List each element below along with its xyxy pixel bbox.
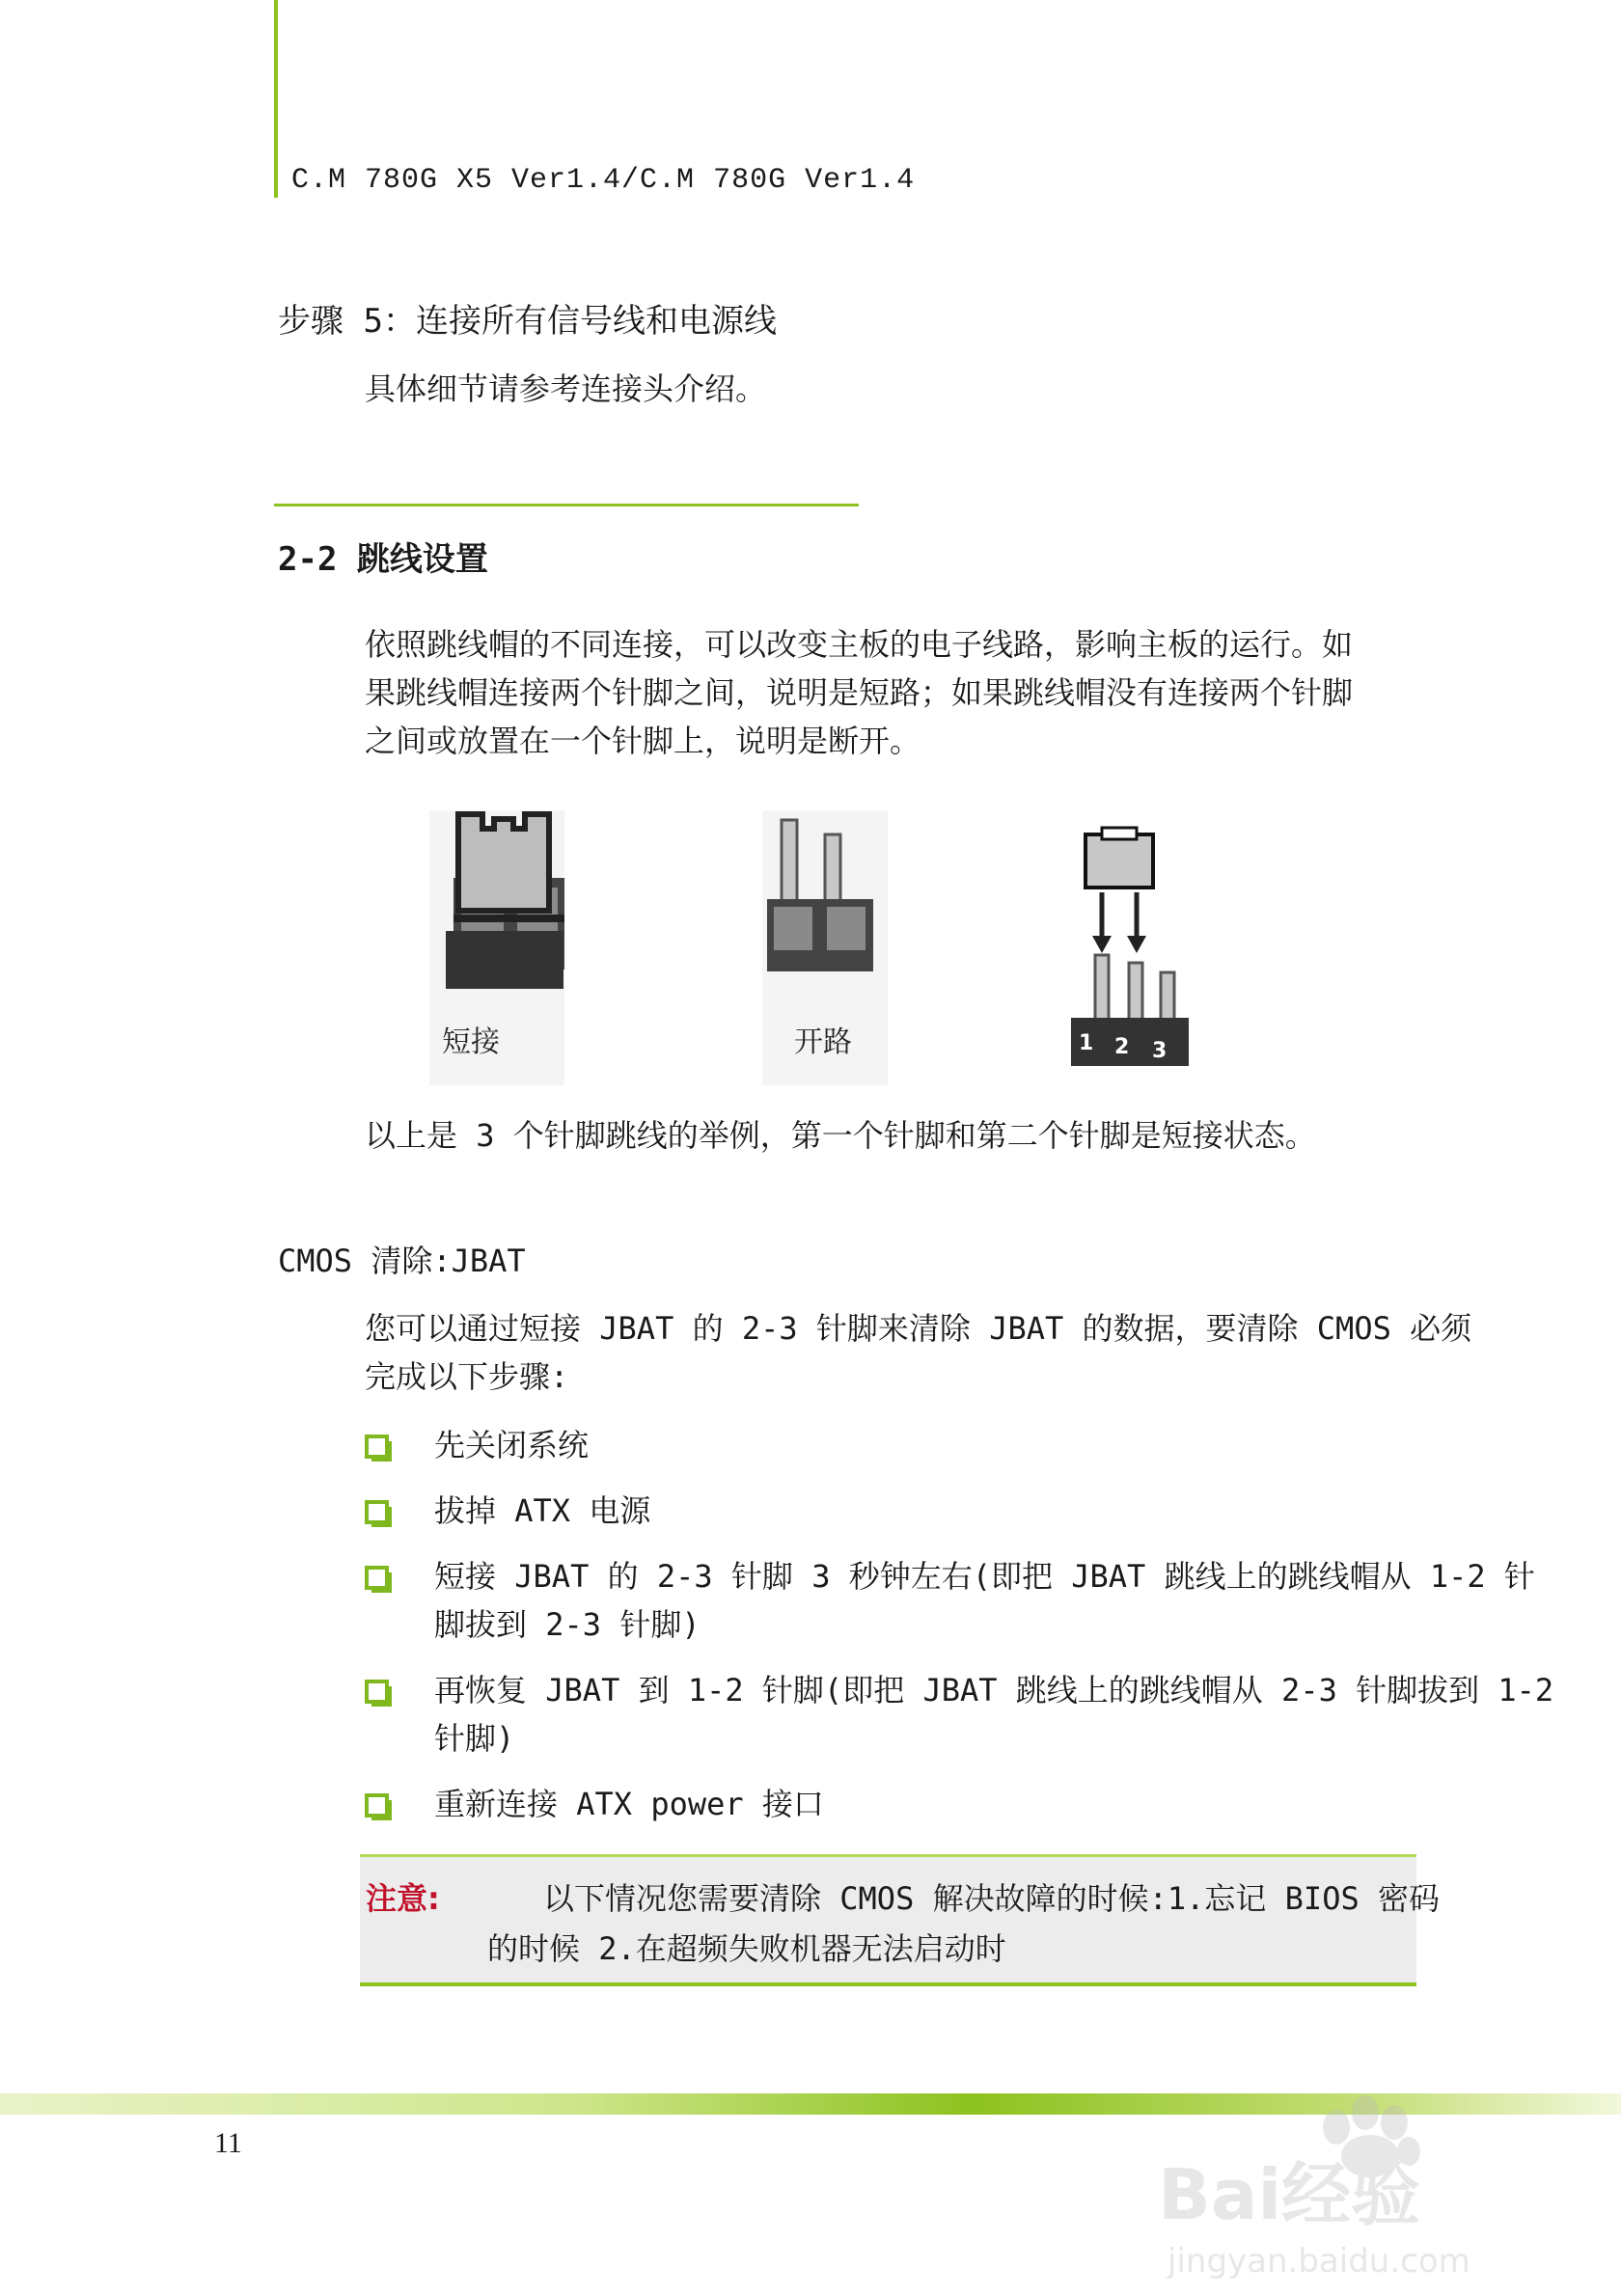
label-open: 开路 (794, 1025, 852, 1059)
intro-line: 依照跳线帽的不同连接，可以改变主板的电子线路，影响主板的运行。如 (365, 626, 1354, 663)
jumper-open-illustration (762, 810, 888, 1085)
section-intro (365, 620, 1426, 765)
jumper-3pin-illustration (1071, 828, 1189, 1066)
list-item (365, 1552, 1553, 1649)
checkbox-bullet-icon (365, 1793, 389, 1818)
note-text-line: 的时候 2.在超频失败机器无法启动时 (487, 1930, 1006, 1967)
list-item (365, 1487, 1553, 1535)
watermark-brand: Bai经验 (1158, 2154, 1421, 2235)
step-text: 重新连接 ATX power 接口 (434, 1786, 824, 1822)
page-header: C.M 780G X5 Ver1.4/C.M 780G Ver1.4 (291, 164, 916, 197)
section-divider (274, 504, 859, 506)
page-number: 11 (214, 2127, 242, 2159)
step-text-cont: 脚拔到 2-3 针脚) (434, 1606, 701, 1643)
cmos-intro (365, 1304, 1471, 1401)
step-text: 先关闭系统 (434, 1427, 590, 1463)
note-text-line: 以下情况您需要清除 CMOS 解决故障的时候:1.忘记 BIOS 密码 (543, 1880, 1440, 1917)
step-text-cont: 针脚) (434, 1720, 515, 1757)
pin-2-label: 2 (1114, 1035, 1130, 1059)
list-item (365, 1421, 1553, 1469)
list-item (365, 1666, 1553, 1763)
figure-caption: 以上是 3 个针脚跳线的举例，第一个针脚和第二个针脚是短接状态。 (365, 1117, 1316, 1154)
baidu-watermark (1139, 2074, 1544, 2286)
cmos-title: CMOS 清除:JBAT (278, 1243, 526, 1279)
step-text: 拔掉 ATX 电源 (434, 1492, 651, 1529)
intro-line: 果跳线帽连接两个针脚之间，说明是短路；如果跳线帽没有连接两个针脚 (365, 674, 1354, 711)
note-box (360, 1854, 1440, 1986)
header-accent-bar (274, 0, 278, 198)
step-text: 短接 JBAT 的 2-3 针脚 3 秒钟左右(即把 JBAT 跳线上的跳线帽从 1-2 针 (434, 1558, 1535, 1595)
jumper-shorted-illustration (429, 810, 564, 1085)
label-short: 短接 (442, 1025, 500, 1059)
cmos-steps-list (365, 1421, 1553, 1845)
section-title: 2-2 跳线设置 (278, 540, 488, 579)
pin-3-label: 3 (1152, 1039, 1168, 1063)
checkbox-bullet-icon (365, 1680, 389, 1704)
checkbox-bullet-icon (365, 1566, 389, 1590)
step5-title: 步骤 5：连接所有信号线和电源线 (278, 302, 777, 341)
note-label: 注意: (366, 1880, 440, 1917)
intro-line: 之间或放置在一个针脚上，说明是断开。 (365, 723, 921, 759)
watermark-url: jingyan.baidu.com (1168, 2242, 1470, 2281)
step-text: 再恢复 JBAT 到 1-2 针脚(即把 JBAT 跳线上的跳线帽从 2-3 针脚拔到 1-2 (434, 1672, 1554, 1708)
jumper-figure (415, 791, 1225, 1085)
pin-1-label: 1 (1079, 1031, 1094, 1055)
cmos-intro-line: 您可以通过短接 JBAT 的 2-3 针脚来清除 JBAT 的数据，要清除 CMOS 必须 (365, 1310, 1472, 1347)
step5-detail: 具体细节请参考连接头介绍。 (365, 370, 767, 407)
checkbox-bullet-icon (365, 1500, 389, 1524)
cmos-intro-line: 完成以下步骤: (365, 1358, 569, 1395)
checkbox-bullet-icon (365, 1435, 389, 1459)
list-item (365, 1780, 1553, 1828)
